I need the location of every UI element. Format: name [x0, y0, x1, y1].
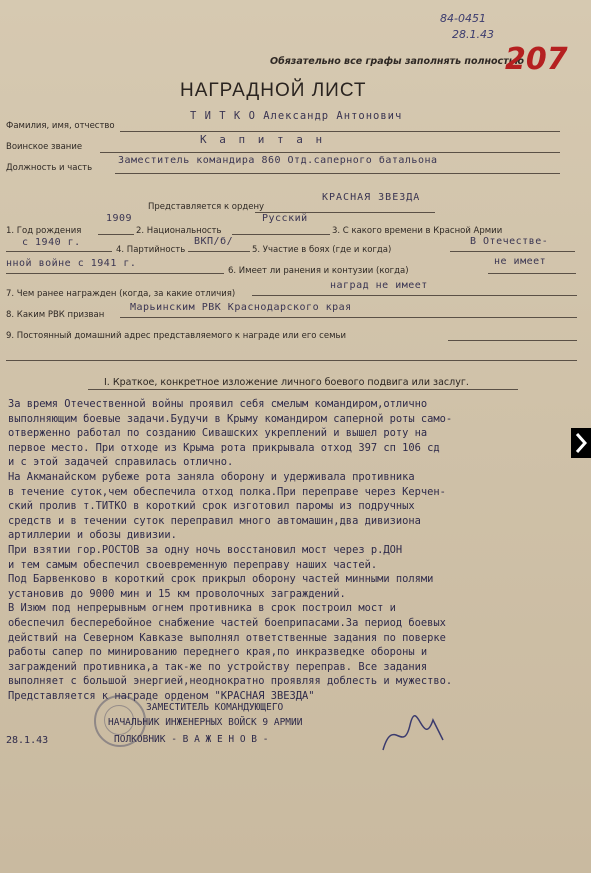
- text-line: За время Отечественной войны проявил себя смелым командиром,отлично: [8, 398, 428, 410]
- next-page-button[interactable]: [571, 428, 591, 458]
- section-title: I. Краткое, конкретное изложение личного боевого подвига или заслуг.: [104, 377, 469, 388]
- section-title-underline: [88, 389, 518, 390]
- text-line: На Акманайском рубеже рота заняла оборону и удерживала противника: [8, 470, 415, 483]
- address-underline-1: [448, 340, 577, 341]
- prev-awards-value: наград не имеет: [330, 280, 428, 291]
- wounds-label: 6. Имеет ли ранения и контузии (когда): [228, 266, 409, 276]
- battles-underline-1: [450, 251, 575, 252]
- rvk-underline: [120, 317, 577, 318]
- text-line: отверженно работал по созданию Сивашских укреплений и вышел роту на: [8, 427, 428, 440]
- archive-number: 84-0451: [440, 12, 486, 25]
- wounds-underline: [488, 273, 576, 274]
- text-line: первое место. При отходе из Крыма рота прикрывала отход 397 сп 106 сд: [8, 441, 440, 454]
- position-underline: [115, 173, 560, 174]
- nationality-value: Русский: [262, 213, 308, 224]
- signature-line-1: ЗАМЕСТИТЕЛЬ КОМАНДУЮЩЕГО: [146, 702, 284, 713]
- archive-date: 28.1.43: [452, 28, 494, 41]
- text-line: ский пролив т.ТИТКО в короткий срок изготовил паромы из подручных: [8, 500, 415, 513]
- page-mark: 207: [505, 42, 568, 77]
- party-underline: [188, 251, 250, 252]
- signature-line-3: ПОЛКОВНИК - В А Ж Е Н О В -: [114, 734, 269, 745]
- party-value: ВКП/б/: [194, 236, 234, 247]
- birth-label: 1. Год рождения: [6, 226, 82, 236]
- text-line: выполняющим боевые задачи.Будучи в Крыму командиром саперной роты само-: [8, 412, 453, 425]
- army-since-underline: [6, 251, 112, 252]
- battles-underline-2: [6, 273, 224, 274]
- party-label: 4. Партийность: [116, 245, 186, 255]
- battles-label: 5. Участие в боях (где и когда): [252, 245, 392, 255]
- signature-line-2: НАЧАЛЬНИК ИНЖЕНЕРНЫХ ВОЙСК 9 АРМИИ: [108, 717, 303, 728]
- rank-value: К а п и т а н: [200, 133, 326, 146]
- address-underline-2: [6, 360, 577, 361]
- battles-value-2: нной войне с 1941 г.: [6, 258, 137, 269]
- text-line: в течение суток,чем обеспечила отход полка.При переправе через Керчен-: [8, 485, 446, 498]
- name-value: Т И Т К О Александр Антонович: [190, 110, 403, 122]
- signature-date: 28.1.43: [6, 735, 49, 746]
- award-label: Представляется к ордену: [148, 202, 265, 212]
- text-line: и тем самым обеспечил своевременную переправу наших частей.: [8, 558, 378, 571]
- position-label: Должность и часть: [6, 163, 93, 173]
- text-line: заграждений противника,а так-же по устройству переправ. Все задания: [8, 660, 428, 673]
- nationality-label: 2. Национальность: [136, 226, 222, 236]
- address-label: 9. Постоянный домашний адрес представляемого к награде или его семьи: [6, 331, 347, 341]
- document-title: НАГРАДНОЙ ЛИСТ: [180, 80, 367, 101]
- prev-awards-underline: [252, 295, 577, 296]
- position-value: Заместитель командира 860 Отд.саперного батальона: [118, 155, 438, 166]
- handwritten-signature: [378, 710, 448, 760]
- wounds-value: не имеет: [494, 256, 547, 267]
- rvk-value: Марьинским РВК Краснодарского края: [130, 302, 352, 313]
- text-line: и с этой задачей справилась отлично.: [8, 456, 234, 469]
- text-line: Представляется к награде орденом "КРАСНАЯ ЗВЕЗДА": [8, 689, 315, 702]
- text-line: При взятии гор.РОСТОВ за одну ночь восстановил мост через р.ДОН: [8, 543, 403, 556]
- text-line: установив до 9000 мин и 15 км проволочных заграждений.: [8, 587, 346, 600]
- text-line: Под Барвенково в короткий срок прикрыл оборону частей минными полями: [8, 573, 434, 586]
- name-label: Фамилия, имя, отчество: [6, 121, 115, 131]
- battles-value-1: В Отечестве-: [470, 236, 549, 247]
- nationality-underline: [232, 234, 330, 235]
- text-line: средств и в течении суток переправил много автомашин,два дивизиона: [8, 514, 421, 527]
- merit-description: [8, 397, 452, 703]
- army-since-value: с 1940 г.: [22, 237, 81, 248]
- text-line: обеспечил бесперебойное снабжение частей боеприпасами.За период боевых: [8, 616, 446, 629]
- rank-label: Воинское звание: [6, 142, 83, 152]
- top-note: Обязательно все графы заполнять полностью: [270, 56, 524, 67]
- rank-underline: [100, 152, 560, 153]
- award-value: КРАСНАЯ ЗВЕЗДА: [322, 192, 421, 203]
- rvk-label: 8. Каким РВК призван: [6, 310, 105, 320]
- chevron-right-icon: [574, 432, 588, 454]
- army-since-label: 3. С какого времени в Красной Армии: [332, 226, 503, 236]
- text-line: работы сапер по минированию переднего края,по инкразведке обороны и: [8, 646, 428, 659]
- prev-awards-label: 7. Чем ранее награжден (когда, за какие отличия): [6, 289, 236, 299]
- text-line: действий на Северном Кавказе выполнял ответственные задания по поверке: [8, 631, 446, 644]
- birth-value: 1909: [106, 213, 133, 224]
- name-underline: [120, 131, 560, 132]
- text-line: артиллерии и обозы дивизии.: [8, 529, 177, 542]
- birth-underline: [98, 234, 134, 235]
- text-line: выполняет с большой энергией,неоднократно проявляя доблесть и мужество.: [8, 675, 453, 688]
- text-line: В Изюм под непрерывным огнем противника в срок построил мост и: [8, 602, 396, 615]
